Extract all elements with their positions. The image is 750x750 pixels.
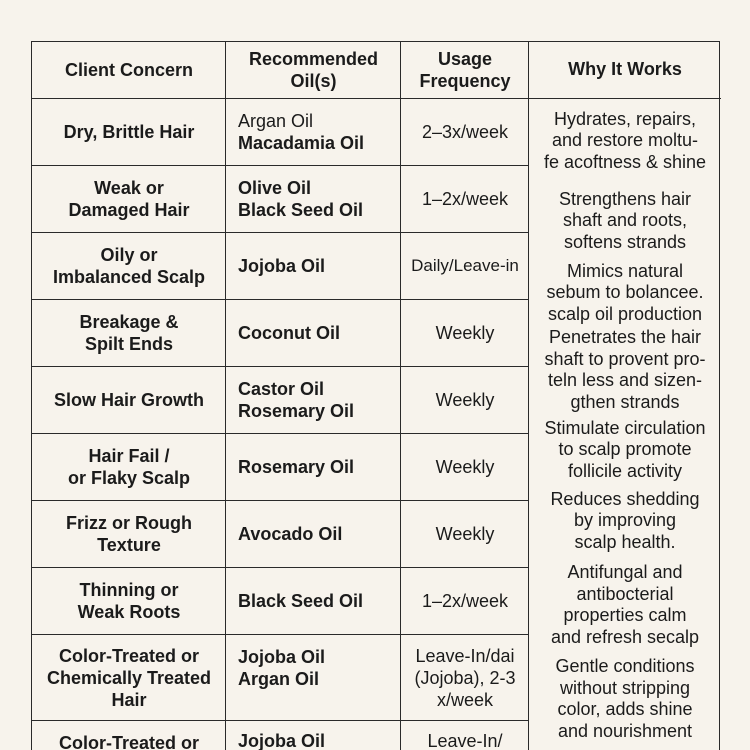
- table-row-concern: Slow Hair Growth: [53, 390, 204, 410]
- table-row-why: Reduces shedding by improving scalp health.: [550, 488, 700, 552]
- table-row-frequency: 1–2x/week: [421, 189, 509, 209]
- table-row-oils: Black Seed Oil: [238, 591, 364, 611]
- table-row-oils: Olive Oil Black Seed Oil: [238, 178, 364, 220]
- table-row-concern: Hair Fail / or Flaky Scalp: [67, 446, 191, 488]
- table-row-concern: Color-Treated or: [58, 733, 200, 750]
- table-row-why: Gentle conditions without stripping color, adds shine and nourishment: [555, 656, 695, 741]
- row-divider: [32, 720, 529, 721]
- table-row-frequency: Leave-In/: [427, 731, 503, 750]
- table-row-oils: Rosemary Oil: [238, 457, 355, 477]
- table-row-why: Mimics natural sebum to bolancee. scalp oil production: [546, 260, 704, 324]
- table-row-frequency: Leave-In/dai (Jojoba), 2-3 x/week: [414, 645, 516, 710]
- header-usage-frequency: Usage Frequency: [419, 49, 511, 91]
- hair-oil-table: [31, 41, 720, 750]
- table-row-frequency: Weekly: [435, 524, 495, 544]
- table-row-frequency: 2–3x/week: [421, 122, 509, 142]
- table-row-why: Penetrates the hair shaft to provent pro- teln less and sizen- gthen strands: [544, 327, 706, 412]
- table-row-concern: Breakage & Spilt Ends: [79, 312, 179, 354]
- table-row-frequency: Weekly: [435, 390, 495, 410]
- table-row-oils: Argan Oil Macadamia Oil: [238, 111, 365, 153]
- table-row-why: Strengthens hair shaft and roots, softens strands: [558, 188, 692, 252]
- table-row-oils: Avocado Oil: [238, 524, 343, 544]
- table-row-oils: Jojoba Oil: [238, 731, 326, 750]
- table-row-concern: Dry, Brittle Hair: [63, 122, 195, 142]
- table-row-oils: Coconut Oil: [238, 323, 340, 343]
- table-row-concern: Thinning or Weak Roots: [77, 580, 181, 622]
- table-row-concern: Color-Treated or Chemically Treated Hair: [46, 645, 212, 710]
- table-row-frequency: Weekly: [435, 323, 495, 343]
- table-row-frequency: Weekly: [435, 457, 495, 477]
- table-row-concern: Oily or Imbalanced Scalp: [52, 245, 206, 287]
- table-row-concern: Weak or Damaged Hair: [68, 178, 190, 220]
- header-client-concern: Client Concern: [64, 60, 193, 80]
- table-row-oils: Jojoba Oil Argan Oil: [238, 647, 326, 689]
- table-row-why: Stimulate circulation to scalp promote follicile activity: [544, 417, 706, 481]
- header-why-it-works: Why It Works: [568, 59, 682, 80]
- table-row-concern: Frizz or Rough Texture: [66, 513, 192, 555]
- table-row-frequency: Daily/Leave-in: [411, 256, 519, 275]
- table-row-oils: Castor Oil Rosemary Oil: [238, 379, 355, 421]
- header-recommended-oils: Recommended Oil(s): [248, 49, 379, 91]
- table-row-why: Antifungal and antibocterial properties calm and refresh secalp: [550, 562, 700, 647]
- table-row-frequency: 1–2x/week: [421, 591, 509, 611]
- table-row-why: Hydrates, repairs, and restore moltu- fe acoftness & shine: [543, 108, 707, 172]
- table-row-oils: Jojoba Oil: [238, 256, 326, 276]
